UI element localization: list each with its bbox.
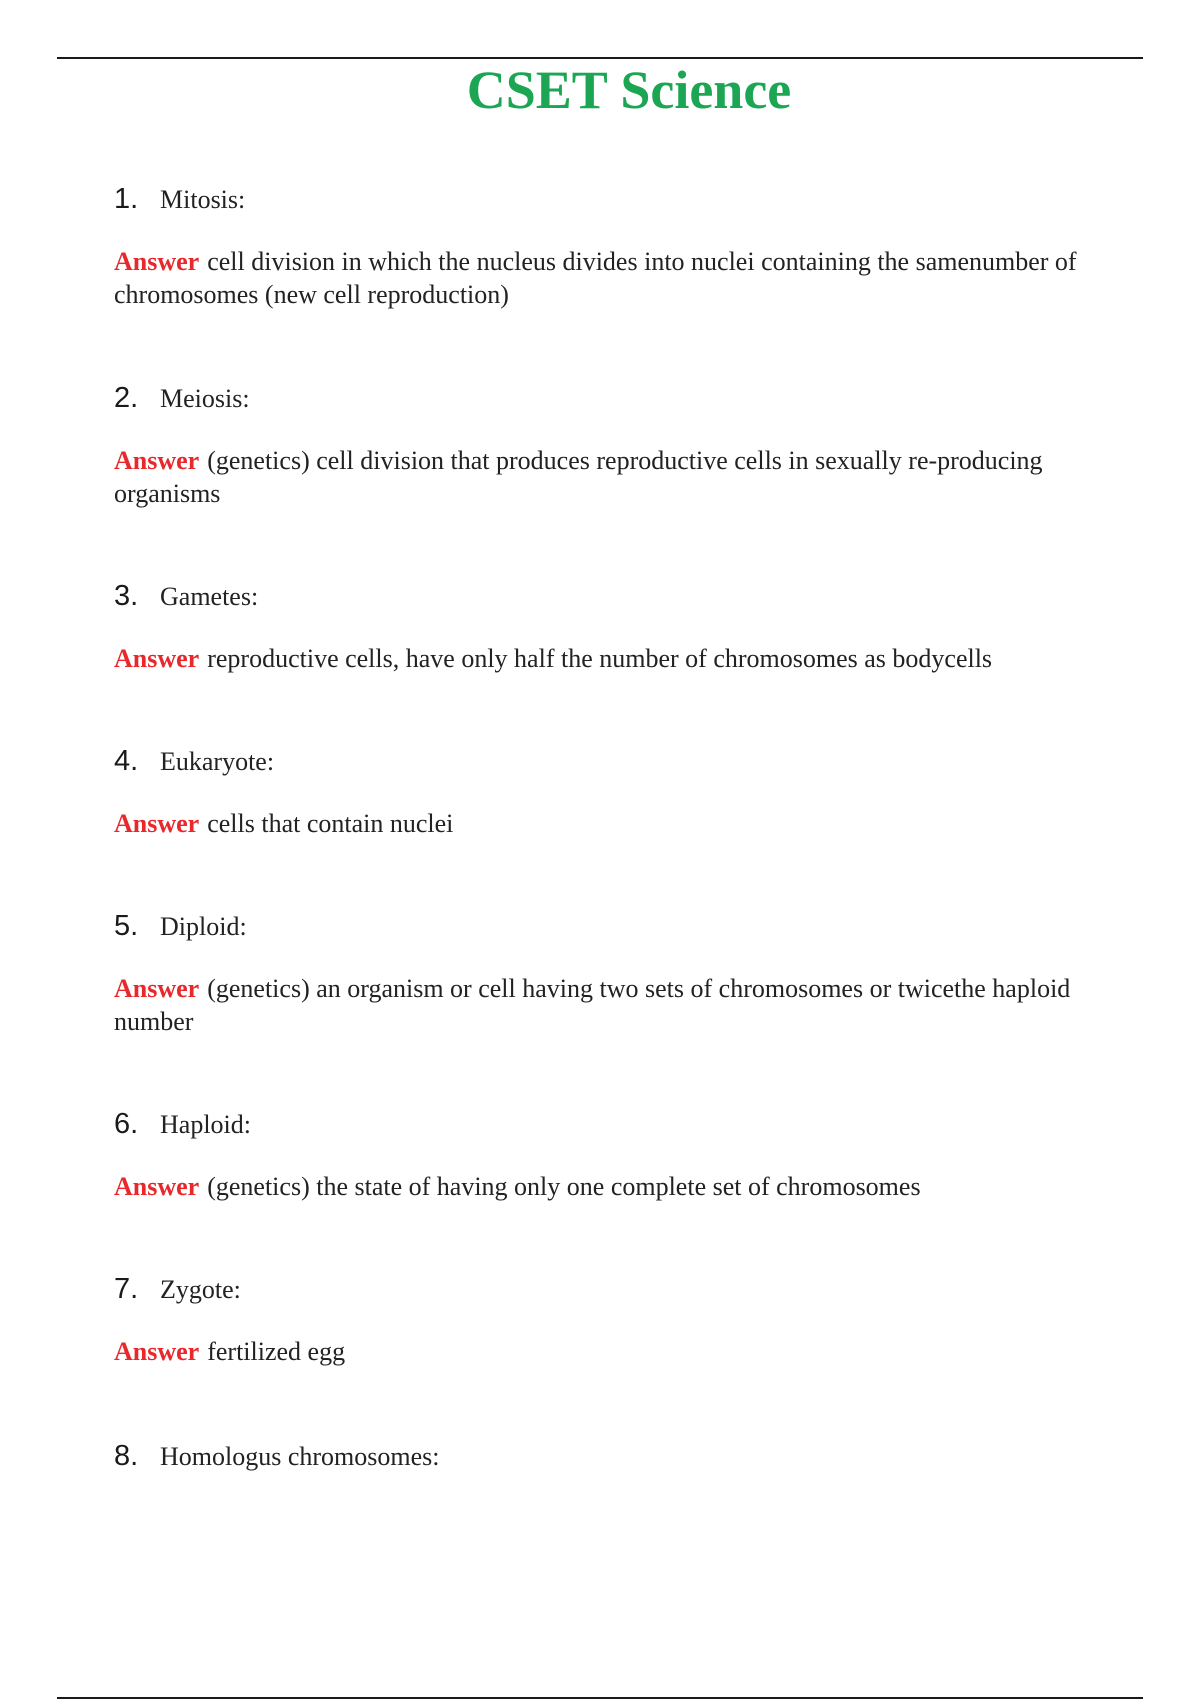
question-term: Eukaryote:	[160, 747, 275, 776]
answer-block	[114, 1170, 1124, 1203]
answer-text: fertilized egg	[207, 1337, 346, 1366]
question-number: 7.	[114, 1273, 139, 1305]
question-row	[114, 580, 1124, 620]
question-number: 8.	[114, 1440, 139, 1472]
answer-block	[114, 1335, 1124, 1368]
answer-label: Answer	[114, 1172, 200, 1201]
qa-item-8	[114, 1440, 1124, 1480]
answer-label: Answer	[114, 247, 200, 276]
question-row	[114, 1108, 1124, 1148]
qa-item-1	[114, 183, 1124, 311]
question-term: Diploid:	[160, 912, 247, 941]
question-number: 2.	[114, 382, 139, 414]
question-term: Gametes:	[160, 582, 259, 611]
answer-label: Answer	[114, 1337, 200, 1366]
answer-block	[114, 642, 1124, 675]
question-term: Mitosis:	[160, 185, 246, 214]
answer-text: (genetics) the state of having only one complete set of chromosomes	[207, 1172, 921, 1201]
answer-block	[114, 245, 1124, 311]
question-number: 3.	[114, 580, 139, 612]
question-term: Homologus chromosomes:	[160, 1442, 440, 1471]
qa-item-7	[114, 1273, 1124, 1368]
answer-text: (genetics) cell division that produces reproductive cells in sexually re-producing organisms	[114, 446, 1043, 508]
answer-label: Answer	[114, 809, 200, 838]
answer-block	[114, 972, 1124, 1038]
answer-label: Answer	[114, 644, 200, 673]
question-number: 5.	[114, 910, 139, 942]
qa-item-4	[114, 745, 1124, 840]
answer-block	[114, 807, 1124, 840]
question-row	[114, 745, 1124, 785]
answer-text: cell division in which the nucleus divides into nuclei containing the samenumber of chromosomes (new cell reproduction)	[114, 247, 1077, 309]
question-term: Haploid:	[160, 1110, 251, 1139]
answer-text: (genetics) an organism or cell having two sets of chromosomes or twicethe haploid number	[114, 974, 1071, 1036]
bottom-rule	[57, 1697, 1143, 1699]
answer-block	[114, 444, 1124, 510]
question-term: Meiosis:	[160, 384, 250, 413]
qa-item-6	[114, 1108, 1124, 1203]
question-row	[114, 1273, 1124, 1313]
question-row	[114, 382, 1124, 422]
question-number: 4.	[114, 745, 139, 777]
qa-item-2	[114, 382, 1124, 510]
answer-label: Answer	[114, 974, 200, 1003]
question-number: 6.	[114, 1108, 139, 1140]
document-title: CSET Science	[466, 60, 792, 120]
question-term: Zygote:	[160, 1275, 241, 1304]
answer-text: reproductive cells, have only half the number of chromosomes as bodycells	[207, 644, 993, 673]
question-number: 1.	[114, 183, 139, 215]
question-row	[114, 1440, 1124, 1480]
answer-text: cells that contain nuclei	[207, 809, 454, 838]
qa-item-3	[114, 580, 1124, 675]
question-row	[114, 183, 1124, 223]
answer-label: Answer	[114, 446, 200, 475]
qa-item-5	[114, 910, 1124, 1038]
question-row	[114, 910, 1124, 950]
